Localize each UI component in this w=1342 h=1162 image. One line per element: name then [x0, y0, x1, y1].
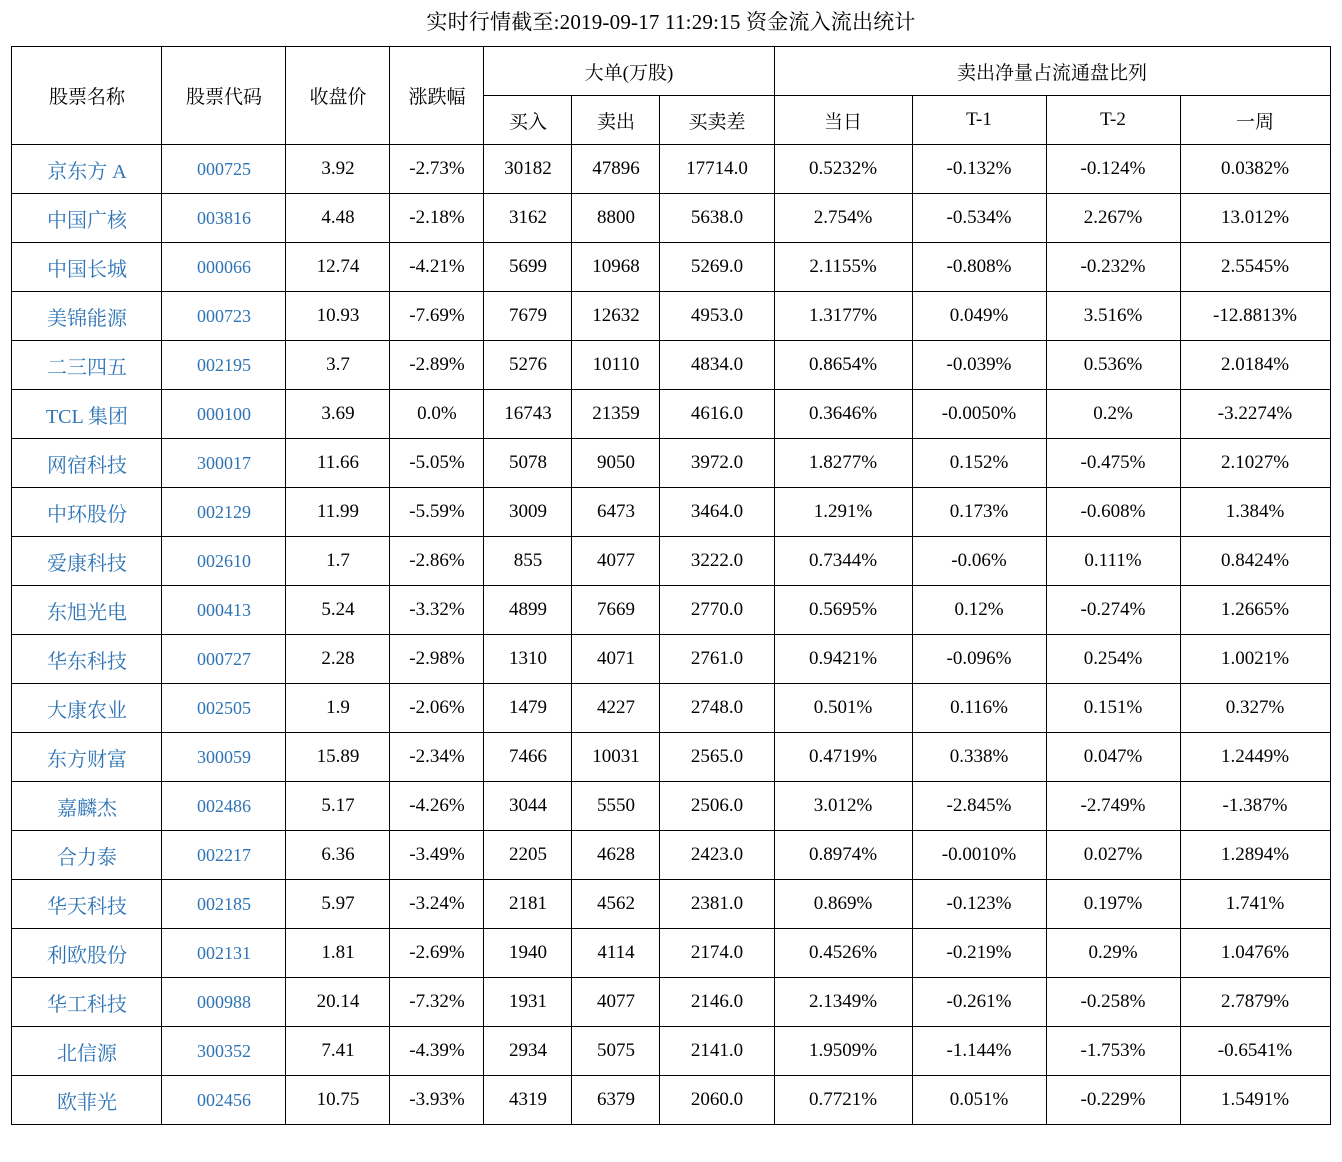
cell-week: -0.6541% [1180, 1027, 1330, 1076]
cell-sell: 4628 [572, 831, 660, 880]
cell-change-pct: -3.49% [390, 831, 484, 880]
cell-buy: 1479 [484, 684, 572, 733]
cell-t2: 3.516% [1046, 292, 1180, 341]
cell-week: 2.5545% [1180, 243, 1330, 292]
cell-buy-sell-diff: 2141.0 [660, 1027, 774, 1076]
cell-week: -1.387% [1180, 782, 1330, 831]
cell-close-price: 1.81 [286, 929, 390, 978]
cell-buy-sell-diff: 2565.0 [660, 733, 774, 782]
cell-stock-name: TCL 集团 [12, 390, 162, 439]
cell-stock-code: 300352 [162, 1027, 286, 1076]
cell-change-pct: -2.69% [390, 929, 484, 978]
cell-today: 0.3646% [774, 390, 912, 439]
cell-t2: 0.151% [1046, 684, 1180, 733]
cell-stock-code: 002217 [162, 831, 286, 880]
cell-stock-name: 华天科技 [12, 880, 162, 929]
cell-buy: 7466 [484, 733, 572, 782]
cell-stock-name: 爱康科技 [12, 537, 162, 586]
cell-buy-sell-diff: 2423.0 [660, 831, 774, 880]
cell-week: 2.1027% [1180, 439, 1330, 488]
cell-change-pct: -4.39% [390, 1027, 484, 1076]
cell-sell: 10110 [572, 341, 660, 390]
table-row[interactable] [12, 1076, 1330, 1125]
cell-stock-name: 北信源 [12, 1027, 162, 1076]
cell-stock-code: 002195 [162, 341, 286, 390]
table-row[interactable] [12, 586, 1330, 635]
cell-stock-name: 东旭光电 [12, 586, 162, 635]
cell-buy: 5699 [484, 243, 572, 292]
cell-stock-code: 300059 [162, 733, 286, 782]
cell-buy: 2205 [484, 831, 572, 880]
cell-sell: 5550 [572, 782, 660, 831]
cell-stock-code: 000413 [162, 586, 286, 635]
table-row[interactable] [12, 929, 1330, 978]
cell-sell: 12632 [572, 292, 660, 341]
column-header-buy-sell-diff: 买卖差 [660, 96, 774, 145]
cell-close-price: 10.93 [286, 292, 390, 341]
cell-close-price: 4.48 [286, 194, 390, 243]
table-header [12, 47, 1330, 145]
stock-flow-table [11, 46, 1330, 1125]
cell-sell: 6473 [572, 488, 660, 537]
table-row[interactable] [12, 341, 1330, 390]
cell-change-pct: -3.24% [390, 880, 484, 929]
cell-stock-name: 中国长城 [12, 243, 162, 292]
cell-t1: -0.534% [912, 194, 1046, 243]
cell-week: 1.5491% [1180, 1076, 1330, 1125]
group-header-big-order: 大单(万股) [484, 47, 774, 96]
cell-stock-name: 二三四五 [12, 341, 162, 390]
cell-buy-sell-diff: 2060.0 [660, 1076, 774, 1125]
cell-today: 0.4526% [774, 929, 912, 978]
cell-sell: 21359 [572, 390, 660, 439]
cell-sell: 6379 [572, 1076, 660, 1125]
cell-sell: 8800 [572, 194, 660, 243]
cell-t2: 0.197% [1046, 880, 1180, 929]
cell-buy: 1931 [484, 978, 572, 1027]
cell-week: 1.0021% [1180, 635, 1330, 684]
cell-t1: -2.845% [912, 782, 1046, 831]
cell-stock-code: 000727 [162, 635, 286, 684]
cell-stock-code: 002456 [162, 1076, 286, 1125]
table-row[interactable] [12, 1027, 1330, 1076]
cell-t1: 0.338% [912, 733, 1046, 782]
cell-week: 1.2449% [1180, 733, 1330, 782]
cell-t1: -0.06% [912, 537, 1046, 586]
cell-t1: 0.152% [912, 439, 1046, 488]
cell-buy-sell-diff: 4834.0 [660, 341, 774, 390]
cell-stock-name: 欧菲光 [12, 1076, 162, 1125]
cell-close-price: 3.92 [286, 145, 390, 194]
column-header-week: 一周 [1180, 96, 1330, 145]
cell-today: 2.754% [774, 194, 912, 243]
cell-buy-sell-diff: 2761.0 [660, 635, 774, 684]
cell-t1: -0.0010% [912, 831, 1046, 880]
table-row[interactable] [12, 488, 1330, 537]
cell-buy: 855 [484, 537, 572, 586]
cell-stock-name: 中环股份 [12, 488, 162, 537]
cell-buy-sell-diff: 4616.0 [660, 390, 774, 439]
table-row[interactable] [12, 194, 1330, 243]
table-row[interactable] [12, 880, 1330, 929]
cell-today: 0.4719% [774, 733, 912, 782]
cell-t2: -0.124% [1046, 145, 1180, 194]
cell-t1: 0.173% [912, 488, 1046, 537]
cell-today: 0.5695% [774, 586, 912, 635]
cell-change-pct: 0.0% [390, 390, 484, 439]
table-row[interactable] [12, 684, 1330, 733]
cell-change-pct: -5.59% [390, 488, 484, 537]
cell-sell: 4077 [572, 537, 660, 586]
cell-stock-code: 300017 [162, 439, 286, 488]
cell-today: 1.3177% [774, 292, 912, 341]
cell-close-price: 3.69 [286, 390, 390, 439]
column-header-change-pct: 涨跌幅 [390, 47, 484, 145]
table-row[interactable] [12, 978, 1330, 1027]
cell-change-pct: -7.69% [390, 292, 484, 341]
cell-t1: -1.144% [912, 1027, 1046, 1076]
header-row-top [12, 47, 1330, 96]
table-row[interactable] [12, 831, 1330, 880]
cell-buy-sell-diff: 5638.0 [660, 194, 774, 243]
cell-change-pct: -2.73% [390, 145, 484, 194]
cell-stock-name: 华东科技 [12, 635, 162, 684]
cell-close-price: 1.9 [286, 684, 390, 733]
cell-change-pct: -2.89% [390, 341, 484, 390]
cell-t1: -0.808% [912, 243, 1046, 292]
column-header-buy: 买入 [484, 96, 572, 145]
cell-today: 2.1349% [774, 978, 912, 1027]
cell-today: 1.291% [774, 488, 912, 537]
cell-t1: -0.0050% [912, 390, 1046, 439]
cell-today: 0.8974% [774, 831, 912, 880]
cell-week: 2.0184% [1180, 341, 1330, 390]
column-header-today: 当日 [774, 96, 912, 145]
table-row[interactable] [12, 733, 1330, 782]
column-header-close-price: 收盘价 [286, 47, 390, 145]
cell-sell: 10031 [572, 733, 660, 782]
cell-buy-sell-diff: 3972.0 [660, 439, 774, 488]
cell-close-price: 11.66 [286, 439, 390, 488]
cell-t2: 0.29% [1046, 929, 1180, 978]
cell-t2: -0.229% [1046, 1076, 1180, 1125]
cell-week: 1.2894% [1180, 831, 1330, 880]
cell-buy-sell-diff: 2381.0 [660, 880, 774, 929]
cell-buy: 2181 [484, 880, 572, 929]
cell-t1: -0.219% [912, 929, 1046, 978]
cell-buy: 3162 [484, 194, 572, 243]
cell-t2: -0.232% [1046, 243, 1180, 292]
cell-stock-code: 003816 [162, 194, 286, 243]
column-header-stock-name: 股票名称 [12, 47, 162, 145]
cell-t1: -0.261% [912, 978, 1046, 1027]
column-header-sell: 卖出 [572, 96, 660, 145]
cell-change-pct: -4.26% [390, 782, 484, 831]
cell-change-pct: -5.05% [390, 439, 484, 488]
page-title: 实时行情截至:2019-09-17 11:29:15 资金流入流出统计 [426, 10, 916, 34]
cell-t2: 0.2% [1046, 390, 1180, 439]
cell-week: 1.2665% [1180, 586, 1330, 635]
cell-week: 1.741% [1180, 880, 1330, 929]
cell-stock-code: 002610 [162, 537, 286, 586]
cell-stock-name: 华工科技 [12, 978, 162, 1027]
cell-sell: 4562 [572, 880, 660, 929]
cell-buy: 7679 [484, 292, 572, 341]
cell-buy-sell-diff: 2748.0 [660, 684, 774, 733]
cell-buy-sell-diff: 3222.0 [660, 537, 774, 586]
cell-buy: 16743 [484, 390, 572, 439]
table-row[interactable] [12, 537, 1330, 586]
column-header-stock-code: 股票代码 [162, 47, 286, 145]
table-body [12, 145, 1330, 1125]
cell-buy: 5078 [484, 439, 572, 488]
cell-t2: 0.047% [1046, 733, 1180, 782]
cell-week: 2.7879% [1180, 978, 1330, 1027]
cell-buy: 2934 [484, 1027, 572, 1076]
cell-close-price: 3.7 [286, 341, 390, 390]
cell-t1: 0.12% [912, 586, 1046, 635]
cell-stock-code: 000988 [162, 978, 286, 1027]
cell-stock-name: 中国广核 [12, 194, 162, 243]
cell-stock-name: 嘉麟杰 [12, 782, 162, 831]
cell-t2: 0.027% [1046, 831, 1180, 880]
cell-stock-code: 002185 [162, 880, 286, 929]
cell-today: 0.7344% [774, 537, 912, 586]
cell-t2: -1.753% [1046, 1027, 1180, 1076]
cell-t2: 0.254% [1046, 635, 1180, 684]
cell-buy-sell-diff: 2770.0 [660, 586, 774, 635]
column-header-t2: T-2 [1046, 96, 1180, 145]
cell-t2: 0.536% [1046, 341, 1180, 390]
table-row[interactable] [12, 145, 1330, 194]
cell-t1: 0.049% [912, 292, 1046, 341]
cell-buy: 5276 [484, 341, 572, 390]
cell-t2: -0.258% [1046, 978, 1180, 1027]
cell-today: 2.1155% [774, 243, 912, 292]
cell-t2: -0.274% [1046, 586, 1180, 635]
cell-t2: 2.267% [1046, 194, 1180, 243]
cell-close-price: 5.24 [286, 586, 390, 635]
cell-week: 13.012% [1180, 194, 1330, 243]
cell-today: 3.012% [774, 782, 912, 831]
cell-stock-name: 利欧股份 [12, 929, 162, 978]
cell-sell: 5075 [572, 1027, 660, 1076]
cell-change-pct: -3.32% [390, 586, 484, 635]
cell-week: 0.327% [1180, 684, 1330, 733]
cell-week: 0.0382% [1180, 145, 1330, 194]
cell-close-price: 2.28 [286, 635, 390, 684]
cell-buy: 4899 [484, 586, 572, 635]
cell-t2: 0.111% [1046, 537, 1180, 586]
cell-week: 1.384% [1180, 488, 1330, 537]
cell-week: -12.8813% [1180, 292, 1330, 341]
cell-stock-name: 京东方 A [12, 145, 162, 194]
cell-today: 1.9509% [774, 1027, 912, 1076]
cell-stock-code: 002505 [162, 684, 286, 733]
cell-close-price: 15.89 [286, 733, 390, 782]
cell-close-price: 20.14 [286, 978, 390, 1027]
table-row[interactable] [12, 243, 1330, 292]
cell-buy: 30182 [484, 145, 572, 194]
table-row[interactable] [12, 390, 1330, 439]
cell-sell: 10968 [572, 243, 660, 292]
cell-buy-sell-diff: 2146.0 [660, 978, 774, 1027]
cell-t1: -0.039% [912, 341, 1046, 390]
cell-sell: 9050 [572, 439, 660, 488]
cell-sell: 4114 [572, 929, 660, 978]
cell-today: 0.7721% [774, 1076, 912, 1125]
cell-close-price: 6.36 [286, 831, 390, 880]
cell-close-price: 7.41 [286, 1027, 390, 1076]
cell-sell: 4227 [572, 684, 660, 733]
group-header-net-sell-ratio: 卖出净量占流通盘比列 [774, 47, 1330, 96]
cell-stock-name: 大康农业 [12, 684, 162, 733]
cell-today: 0.501% [774, 684, 912, 733]
cell-buy-sell-diff: 3464.0 [660, 488, 774, 537]
cell-buy-sell-diff: 5269.0 [660, 243, 774, 292]
cell-stock-code: 002131 [162, 929, 286, 978]
cell-t2: -0.475% [1046, 439, 1180, 488]
cell-buy-sell-diff: 2174.0 [660, 929, 774, 978]
cell-stock-code: 002129 [162, 488, 286, 537]
cell-today: 1.8277% [774, 439, 912, 488]
cell-stock-code: 000100 [162, 390, 286, 439]
cell-change-pct: -4.21% [390, 243, 484, 292]
cell-week: -3.2274% [1180, 390, 1330, 439]
cell-stock-name: 网宿科技 [12, 439, 162, 488]
table-row[interactable] [12, 292, 1330, 341]
cell-sell: 4071 [572, 635, 660, 684]
cell-sell: 47896 [572, 145, 660, 194]
cell-stock-code: 000723 [162, 292, 286, 341]
cell-week: 0.8424% [1180, 537, 1330, 586]
cell-buy: 3009 [484, 488, 572, 537]
cell-close-price: 10.75 [286, 1076, 390, 1125]
column-header-t1: T-1 [912, 96, 1046, 145]
cell-t1: 0.116% [912, 684, 1046, 733]
cell-stock-name: 合力泰 [12, 831, 162, 880]
cell-t2: -0.608% [1046, 488, 1180, 537]
cell-today: 0.8654% [774, 341, 912, 390]
cell-t2: -2.749% [1046, 782, 1180, 831]
table-row[interactable] [12, 439, 1330, 488]
cell-stock-name: 美锦能源 [12, 292, 162, 341]
cell-change-pct: -7.32% [390, 978, 484, 1027]
cell-close-price: 12.74 [286, 243, 390, 292]
cell-sell: 4077 [572, 978, 660, 1027]
cell-buy: 1310 [484, 635, 572, 684]
cell-today: 0.5232% [774, 145, 912, 194]
cell-stock-code: 002486 [162, 782, 286, 831]
cell-buy: 1940 [484, 929, 572, 978]
cell-change-pct: -2.86% [390, 537, 484, 586]
cell-close-price: 5.97 [286, 880, 390, 929]
cell-week: 1.0476% [1180, 929, 1330, 978]
cell-today: 0.9421% [774, 635, 912, 684]
cell-t1: 0.051% [912, 1076, 1046, 1125]
table-row[interactable] [12, 782, 1330, 831]
cell-t1: -0.123% [912, 880, 1046, 929]
cell-sell: 7669 [572, 586, 660, 635]
cell-stock-code: 000725 [162, 145, 286, 194]
table-row[interactable] [12, 635, 1330, 684]
cell-t1: -0.096% [912, 635, 1046, 684]
cell-stock-name: 东方财富 [12, 733, 162, 782]
cell-close-price: 1.7 [286, 537, 390, 586]
cell-close-price: 5.17 [286, 782, 390, 831]
cell-change-pct: -2.06% [390, 684, 484, 733]
cell-change-pct: -2.34% [390, 733, 484, 782]
cell-buy: 3044 [484, 782, 572, 831]
cell-change-pct: -2.98% [390, 635, 484, 684]
cell-buy-sell-diff: 2506.0 [660, 782, 774, 831]
cell-stock-code: 000066 [162, 243, 286, 292]
cell-close-price: 11.99 [286, 488, 390, 537]
cell-buy-sell-diff: 4953.0 [660, 292, 774, 341]
cell-today: 0.869% [774, 880, 912, 929]
cell-t1: -0.132% [912, 145, 1046, 194]
cell-buy: 4319 [484, 1076, 572, 1125]
cell-buy-sell-diff: 17714.0 [660, 145, 774, 194]
cell-change-pct: -2.18% [390, 194, 484, 243]
cell-change-pct: -3.93% [390, 1076, 484, 1125]
